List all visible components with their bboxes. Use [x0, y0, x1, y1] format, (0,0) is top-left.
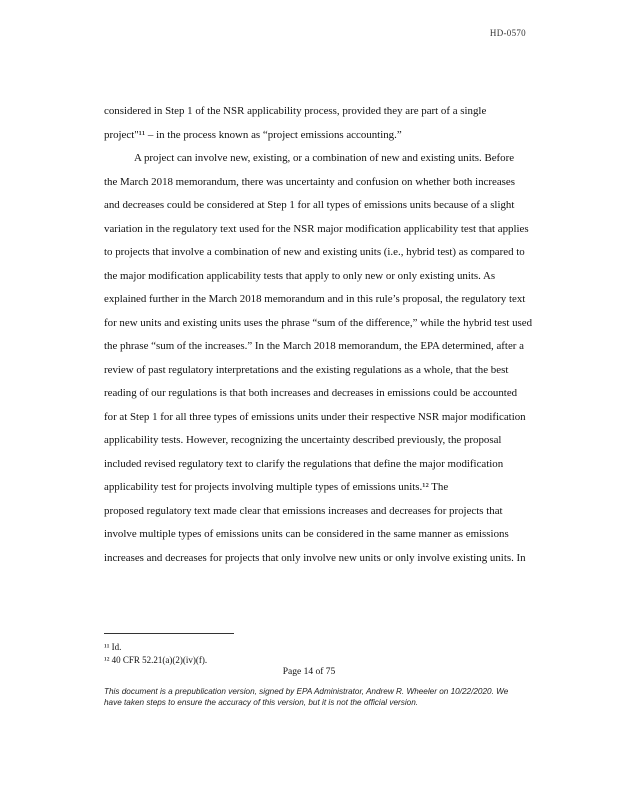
body-line: explained further in the March 2018 memorandum and in this rule’s proposal, the regulatory text: [104, 293, 526, 305]
document-code: HD-0570: [489, 28, 526, 38]
body-line: for at Step 1 for all three types of emissions units under their respective NSR major modification: [104, 410, 526, 423]
footnote-item: ¹¹ Id.: [104, 642, 122, 652]
body-line: involve multiple types of emissions units can be considered in the same manner as emissions: [104, 528, 509, 540]
body-line-paragraph-start: [104, 147, 524, 171]
body-line: included revised regulatory text to clarify the regulations that define the major modification: [104, 457, 504, 470]
body-line: proposed regulatory text made clear that emissions increases and decreases for projects that: [104, 504, 503, 517]
body-line: reading of our regulations is that both increases and decreases in emissions could be accounted: [104, 387, 518, 399]
footnotes: [104, 641, 207, 667]
body-line: applicability test for projects involving multiple types of emissions units.¹² The: [104, 481, 449, 493]
body-text: [104, 100, 533, 570]
body-line: to projects that involve a combination of new and existing units (i.e., hybrid test) as compared to: [104, 246, 525, 258]
footnote-divider: [104, 633, 234, 634]
body-line: project"¹¹ – in the process known as “project emissions accounting.”: [104, 128, 402, 141]
body-line: variation in the regulatory text used for the NSR major modification applicability test that applies: [104, 222, 529, 235]
body-line: the phrase “sum of the increases.” In the March 2018 memorandum, the EPA determined, after a: [104, 340, 524, 352]
body-line: considered in Step 1 of the NSR applicability process, provided they are part of a single: [104, 105, 487, 117]
body-line: the major modification applicability tests that apply to only new or only existing units. As: [104, 269, 496, 282]
footnote-item: ¹² 40 CFR 52.21(a)(2)(iv)(f).: [104, 655, 208, 665]
page-number: Page 14 of 75: [282, 667, 336, 677]
body-line: review of past regulatory interpretations and the existing regulations as a whole, that the best: [104, 363, 509, 376]
disclaimer-line: This document is a prepublication version, signed by EPA Administrator, Andrew R. Wheeler on 10/22/2020. We: [104, 687, 509, 696]
body-line-text: A project can involve new, existing, or a combination of new and existing units. Before: [134, 152, 515, 164]
body-line: for new units and existing units uses the phrase “sum of the difference,” while the hybrid test used: [104, 316, 533, 329]
body-line: applicability tests. However, recognizing the uncertainty described previously, the proposal: [104, 434, 502, 446]
disclaimer-line: have taken steps to ensure the accuracy of this version, but it is not the official version.: [104, 698, 419, 707]
prepublication-disclaimer: [104, 686, 534, 708]
body-line: and decreases could be considered at Step 1 for all types of emissions units because of a slight: [104, 199, 515, 211]
body-line: increases and decreases for projects that only involve new units or only involve existing units. In: [104, 551, 526, 564]
body-line: the March 2018 memorandum, there was uncertainty and confusion on whether both increases: [104, 175, 515, 188]
